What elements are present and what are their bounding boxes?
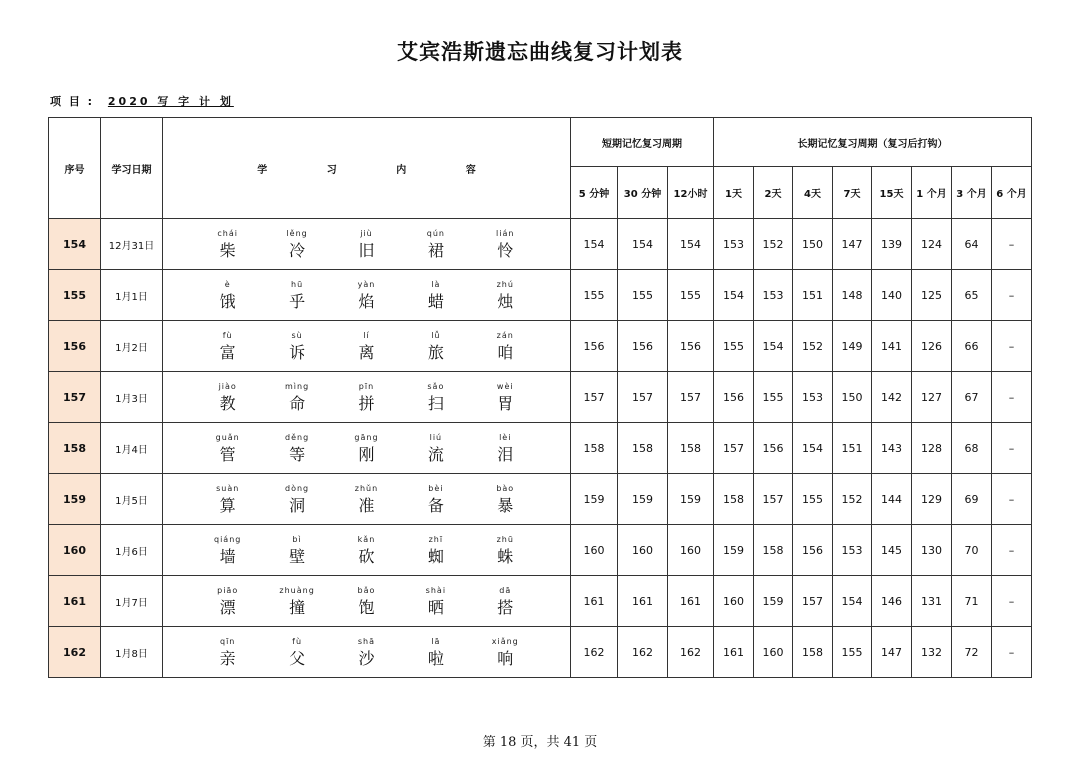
pinyin: sǎo [427, 381, 445, 391]
hanzi: 富 [219, 342, 236, 362]
character-item [271, 482, 323, 517]
row-date: 1月1日 [101, 270, 163, 321]
character-item [340, 482, 392, 517]
hanzi: 焰 [358, 291, 375, 311]
pinyin: wèi [496, 381, 514, 391]
pinyin: piāo [217, 585, 239, 595]
review-cell: 156 [714, 372, 754, 423]
hanzi: 亲 [219, 648, 236, 668]
review-cell: 160 [571, 525, 618, 576]
review-cell: 146 [872, 576, 912, 627]
character-item [479, 329, 531, 364]
row-date: 1月4日 [101, 423, 163, 474]
pinyin: lí [363, 330, 370, 340]
pinyin: là [431, 279, 441, 289]
pinyin: zhú [496, 279, 514, 289]
review-cell: 145 [872, 525, 912, 576]
review-cell: 154 [571, 219, 618, 270]
hanzi: 蜘 [427, 546, 444, 566]
row-content [163, 474, 571, 525]
row-content [163, 423, 571, 474]
review-cell: – [992, 321, 1032, 372]
pinyin: fù [292, 636, 303, 646]
review-cell: 154 [668, 219, 714, 270]
hanzi: 刚 [358, 444, 375, 464]
character-item [271, 329, 323, 364]
review-cell: 161 [618, 576, 668, 627]
review-cell: 155 [754, 372, 793, 423]
hanzi: 流 [427, 444, 444, 464]
review-cell: 155 [668, 270, 714, 321]
character-item [202, 431, 254, 466]
page-title: 艾宾浩斯遗忘曲线复习计划表 [397, 40, 683, 64]
hanzi: 沙 [358, 648, 375, 668]
character-item [479, 584, 531, 619]
review-cell: 156 [668, 321, 714, 372]
review-cell: 131 [912, 576, 952, 627]
review-cell: 161 [714, 627, 754, 678]
pinyin: bǎo [357, 585, 376, 595]
review-cell: 66 [952, 321, 992, 372]
header-period: 2天 [754, 167, 793, 219]
review-cell: 158 [571, 423, 618, 474]
pinyin: lǚ [431, 330, 441, 340]
pinyin: fù [222, 330, 233, 340]
character-item [271, 431, 323, 466]
row-content [163, 525, 571, 576]
review-cell: 162 [618, 627, 668, 678]
hanzi: 怜 [497, 240, 514, 260]
row-seq: 155 [49, 270, 101, 321]
pinyin: zhuàng [279, 585, 315, 595]
header-seq: 序号 [49, 118, 101, 219]
table-row [49, 270, 1032, 321]
row-content [163, 219, 571, 270]
review-cell: 160 [754, 627, 793, 678]
character-item [271, 380, 323, 415]
review-cell: 130 [912, 525, 952, 576]
character-item [340, 533, 392, 568]
row-date: 1月7日 [101, 576, 163, 627]
review-cell: 154 [714, 270, 754, 321]
header-period: 12小时 [668, 167, 714, 219]
header-period: 6 个月 [992, 167, 1032, 219]
table-row [49, 525, 1032, 576]
row-content [163, 372, 571, 423]
character-item [410, 431, 462, 466]
hanzi: 准 [358, 495, 375, 515]
review-cell: 157 [793, 576, 833, 627]
hanzi: 暴 [497, 495, 514, 515]
row-seq: 156 [49, 321, 101, 372]
character-item [479, 380, 531, 415]
review-cell: – [992, 627, 1032, 678]
review-cell: 71 [952, 576, 992, 627]
pinyin: jiào [218, 381, 237, 391]
row-date: 1月8日 [101, 627, 163, 678]
character-item [410, 278, 462, 313]
table-row [49, 576, 1032, 627]
header-period: 5 分钟 [571, 167, 618, 219]
hanzi: 烛 [497, 291, 514, 311]
row-content [163, 270, 571, 321]
pinyin: kǎn [357, 534, 376, 544]
review-cell: 162 [571, 627, 618, 678]
character-item [271, 635, 323, 670]
character-item [410, 635, 462, 670]
pinyin: è [224, 279, 231, 289]
review-cell: 149 [833, 321, 872, 372]
hanzi: 咱 [497, 342, 514, 362]
row-content [163, 576, 571, 627]
review-cell: 159 [754, 576, 793, 627]
hanzi: 胃 [497, 393, 514, 413]
review-plan-table [48, 117, 1032, 678]
hanzi: 蜡 [427, 291, 444, 311]
review-cell: 126 [912, 321, 952, 372]
pinyin: zhǔn [354, 483, 379, 493]
character-item [410, 482, 462, 517]
hanzi: 洞 [289, 495, 306, 515]
hanzi: 裙 [427, 240, 444, 260]
hanzi: 柴 [219, 240, 236, 260]
hanzi: 啦 [427, 648, 444, 668]
hanzi: 旧 [358, 240, 375, 260]
hanzi: 诉 [289, 342, 306, 362]
pinyin: lā [431, 636, 441, 646]
review-cell: 153 [714, 219, 754, 270]
header-period: 15天 [872, 167, 912, 219]
pinyin: sù [291, 330, 303, 340]
pinyin: dā [499, 585, 512, 595]
review-cell: 127 [912, 372, 952, 423]
header-period: 4天 [793, 167, 833, 219]
character-item [271, 584, 323, 619]
page-footer: 第 18 页，共 41 页 [482, 735, 598, 750]
review-cell: 142 [872, 372, 912, 423]
hanzi: 泪 [497, 444, 514, 464]
review-cell: 160 [714, 576, 754, 627]
header-period: 3 个月 [952, 167, 992, 219]
pinyin: bì [292, 534, 302, 544]
character-item [410, 329, 462, 364]
review-cell: 161 [571, 576, 618, 627]
review-cell: 152 [793, 321, 833, 372]
row-seq: 160 [49, 525, 101, 576]
review-cell: 147 [833, 219, 872, 270]
character-item [202, 533, 254, 568]
character-item [340, 227, 392, 262]
table-row [49, 627, 1032, 678]
pinyin: lěng [286, 228, 308, 238]
review-cell: 152 [754, 219, 793, 270]
row-seq: 154 [49, 219, 101, 270]
review-cell: – [992, 576, 1032, 627]
hanzi: 响 [497, 648, 514, 668]
project-value: 2020 写 字 计 划 [107, 95, 234, 108]
row-seq: 162 [49, 627, 101, 678]
review-cell: 128 [912, 423, 952, 474]
pinyin: qiáng [214, 534, 242, 544]
review-cell: 158 [714, 474, 754, 525]
pinyin: lèi [499, 432, 512, 442]
review-cell: 157 [714, 423, 754, 474]
hanzi: 乎 [289, 291, 306, 311]
review-cell: 156 [618, 321, 668, 372]
row-seq: 157 [49, 372, 101, 423]
hanzi: 离 [358, 342, 375, 362]
review-cell: 159 [714, 525, 754, 576]
character-item [271, 227, 323, 262]
review-cell: 143 [872, 423, 912, 474]
header-long-term: 长期记忆复习周期（复习后打钩） [714, 118, 1032, 167]
pinyin: chái [217, 228, 238, 238]
review-cell: 154 [833, 576, 872, 627]
hanzi: 扫 [427, 393, 444, 413]
review-cell: 157 [754, 474, 793, 525]
review-cell: 72 [952, 627, 992, 678]
project-line [50, 93, 234, 109]
review-cell: 153 [793, 372, 833, 423]
hanzi: 冷 [289, 240, 306, 260]
review-cell: 155 [833, 627, 872, 678]
hanzi: 命 [289, 393, 306, 413]
review-cell: 160 [618, 525, 668, 576]
review-cell: 148 [833, 270, 872, 321]
header-short-term: 短期记忆复习周期 [571, 118, 714, 167]
character-item [479, 533, 531, 568]
hanzi: 饿 [219, 291, 236, 311]
review-cell: 129 [912, 474, 952, 525]
review-cell: 140 [872, 270, 912, 321]
character-item [202, 635, 254, 670]
review-cell: – [992, 270, 1032, 321]
hanzi: 备 [427, 495, 444, 515]
review-cell: 147 [872, 627, 912, 678]
hanzi: 撞 [289, 597, 306, 617]
review-cell: 67 [952, 372, 992, 423]
hanzi: 拼 [358, 393, 375, 413]
review-cell: – [992, 219, 1032, 270]
header-period: 7天 [833, 167, 872, 219]
header-period: 1 个月 [912, 167, 952, 219]
review-cell: 132 [912, 627, 952, 678]
review-cell: 157 [668, 372, 714, 423]
review-cell: 159 [668, 474, 714, 525]
pinyin: dòng [285, 483, 310, 493]
character-item [479, 227, 531, 262]
review-cell: 139 [872, 219, 912, 270]
review-cell: – [992, 525, 1032, 576]
pinyin: gāng [354, 432, 379, 442]
review-cell: 152 [833, 474, 872, 525]
review-cell: 158 [668, 423, 714, 474]
character-item [410, 227, 462, 262]
review-cell: 65 [952, 270, 992, 321]
character-item [340, 329, 392, 364]
character-item [479, 635, 531, 670]
review-cell: 157 [571, 372, 618, 423]
pinyin: zhū [496, 534, 514, 544]
review-cell: 64 [952, 219, 992, 270]
pinyin: bào [496, 483, 515, 493]
review-cell: 156 [571, 321, 618, 372]
header-period: 1天 [714, 167, 754, 219]
character-item [479, 431, 531, 466]
review-cell: 124 [912, 219, 952, 270]
review-cell: 159 [571, 474, 618, 525]
row-content [163, 321, 571, 372]
row-content [163, 627, 571, 678]
review-cell: – [992, 423, 1032, 474]
table-row [49, 423, 1032, 474]
pinyin: guǎn [215, 432, 240, 442]
pinyin: bèi [428, 483, 444, 493]
row-date: 1月5日 [101, 474, 163, 525]
review-cell: 156 [754, 423, 793, 474]
character-item [202, 584, 254, 619]
hanzi: 晒 [427, 597, 444, 617]
review-cell: 158 [793, 627, 833, 678]
review-cell: 157 [618, 372, 668, 423]
review-cell: 141 [872, 321, 912, 372]
character-item [340, 431, 392, 466]
hanzi: 父 [289, 648, 306, 668]
review-cell: 151 [833, 423, 872, 474]
review-cell: 154 [754, 321, 793, 372]
row-seq: 161 [49, 576, 101, 627]
character-item [202, 278, 254, 313]
pinyin: hū [291, 279, 304, 289]
header-date: 学习日期 [101, 118, 163, 219]
character-item [479, 278, 531, 313]
pinyin: pīn [358, 381, 375, 391]
pinyin: zhī [428, 534, 444, 544]
row-seq: 159 [49, 474, 101, 525]
review-cell: 159 [618, 474, 668, 525]
review-cell: – [992, 474, 1032, 525]
review-cell: 154 [618, 219, 668, 270]
review-cell: 150 [793, 219, 833, 270]
review-cell: 156 [793, 525, 833, 576]
hanzi: 砍 [358, 546, 375, 566]
hanzi: 漂 [219, 597, 236, 617]
pinyin: liú [429, 432, 443, 442]
review-cell: 158 [754, 525, 793, 576]
review-cell: 150 [833, 372, 872, 423]
character-item [340, 584, 392, 619]
character-item [410, 584, 462, 619]
review-cell: 161 [668, 576, 714, 627]
review-cell: 155 [793, 474, 833, 525]
review-cell: 155 [714, 321, 754, 372]
hanzi: 旅 [427, 342, 444, 362]
table-row [49, 219, 1032, 270]
review-cell: 160 [668, 525, 714, 576]
character-item [202, 329, 254, 364]
hanzi: 等 [289, 444, 306, 464]
character-item [202, 380, 254, 415]
character-item [410, 380, 462, 415]
review-cell: 155 [618, 270, 668, 321]
header-period: 30 分钟 [618, 167, 668, 219]
table-row [49, 474, 1032, 525]
pinyin: qún [426, 228, 445, 238]
pinyin: xiǎng [491, 636, 519, 646]
row-seq: 158 [49, 423, 101, 474]
review-cell: 125 [912, 270, 952, 321]
row-date: 1月6日 [101, 525, 163, 576]
pinyin: shài [425, 585, 447, 595]
project-label: 项 目 : [50, 95, 95, 108]
pinyin: mìng [284, 381, 310, 391]
table-row [49, 372, 1032, 423]
hanzi: 饱 [358, 597, 375, 617]
character-item [202, 482, 254, 517]
review-cell: 154 [793, 423, 833, 474]
character-item [202, 227, 254, 262]
review-cell: 158 [618, 423, 668, 474]
review-cell: 68 [952, 423, 992, 474]
hanzi: 算 [219, 495, 236, 515]
pinyin: suàn [216, 483, 240, 493]
pinyin: qīn [220, 636, 236, 646]
hanzi: 管 [219, 444, 236, 464]
pinyin: lián [496, 228, 515, 238]
character-item [410, 533, 462, 568]
row-date: 12月31日 [101, 219, 163, 270]
review-cell: 153 [833, 525, 872, 576]
review-cell: 162 [668, 627, 714, 678]
review-cell: – [992, 372, 1032, 423]
row-date: 1月2日 [101, 321, 163, 372]
pinyin: yàn [357, 279, 376, 289]
character-item [340, 278, 392, 313]
character-item [271, 278, 323, 313]
review-cell: 144 [872, 474, 912, 525]
table-row [49, 321, 1032, 372]
hanzi: 搭 [497, 597, 514, 617]
hanzi: 壁 [289, 546, 306, 566]
review-cell: 153 [754, 270, 793, 321]
review-cell: 70 [952, 525, 992, 576]
character-item [479, 482, 531, 517]
row-date: 1月3日 [101, 372, 163, 423]
hanzi: 墙 [219, 546, 236, 566]
review-cell: 151 [793, 270, 833, 321]
pinyin: jiù [360, 228, 373, 238]
review-cell: 69 [952, 474, 992, 525]
character-item [340, 380, 392, 415]
pinyin: děng [285, 432, 310, 442]
character-item [340, 635, 392, 670]
pinyin: zán [496, 330, 514, 340]
character-item [271, 533, 323, 568]
hanzi: 教 [219, 393, 236, 413]
review-cell: 155 [571, 270, 618, 321]
pinyin: shā [357, 636, 376, 646]
header-content: 学 习 内 容 [163, 118, 571, 219]
hanzi: 蛛 [497, 546, 514, 566]
